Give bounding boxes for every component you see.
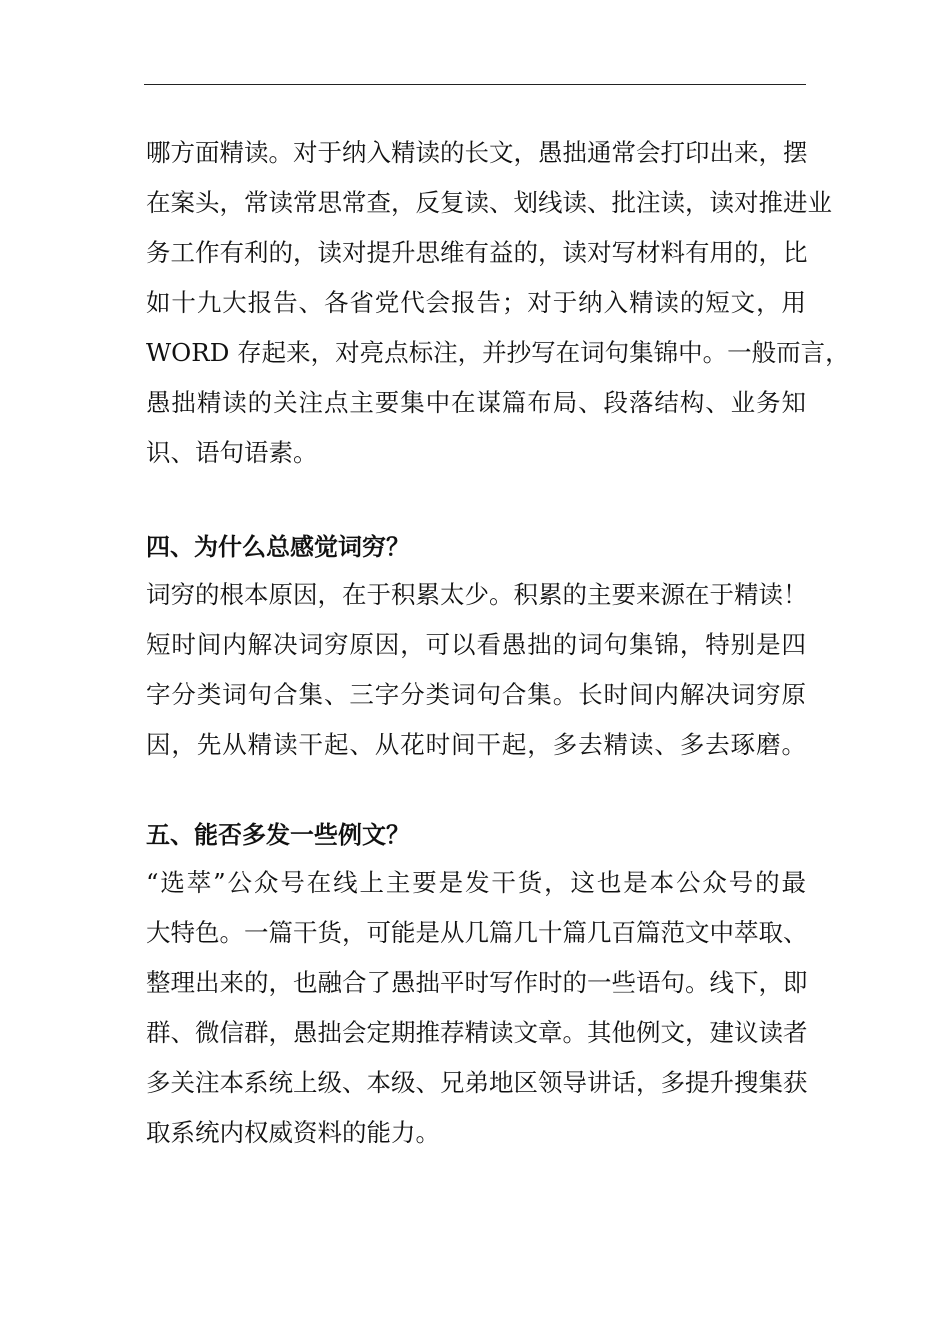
paragraph-line: 短时间内解决词穷原因，可以看愚拙的词句集锦，特别是四	[146, 630, 806, 659]
section-heading: 四、为什么总感觉词穷？	[146, 533, 410, 561]
paragraph-line: 因，先从精读干起、从花时间干起，多去精读、多去琢磨。	[146, 730, 806, 759]
paragraph-line: 在案头，常读常思常查，反复读、划线读、批注读，读对推进业	[146, 188, 832, 217]
paragraph-line: 取系统内权威资料的能力。	[146, 1118, 440, 1147]
paragraph-line: 哪方面精读。对于纳入精读的长文，愚拙通常会打印出来，摆	[146, 138, 808, 167]
section-5	[146, 812, 806, 1158]
paragraph-line: “选萃”公众号在线上主要是发干货，这也是本公众号的最	[146, 868, 806, 897]
document-body	[146, 128, 850, 1158]
paragraph-line: 务工作有利的，读对提升思维有益的，读对写材料有用的，比	[146, 238, 808, 267]
paragraph-line: 整理出来的，也融合了愚拙平时写作时的一些语句。线下，即	[146, 968, 808, 997]
paragraph-line: WORD 存起来，对亮点标注，并抄写在词句集锦中。一般而言，	[146, 338, 850, 367]
paragraph-line: 多关注本系统上级、本级、兄弟地区领导讲话，多提升搜集获	[146, 1068, 808, 1097]
section-4	[146, 524, 806, 770]
paragraph-line: 大特色。一篇干货，可能是从几篇几十篇几百篇范文中萃取、	[146, 918, 808, 947]
paragraph-line: 词穷的根本原因，在于积累太少。积累的主要来源在于精读！	[146, 580, 808, 609]
header-rule	[144, 84, 806, 85]
paragraph-line: 字分类词句合集、三字分类词句合集。长时间内解决词穷原	[146, 680, 806, 709]
paragraph-section3	[146, 128, 850, 478]
section-heading: 五、能否多发一些例文？	[146, 821, 410, 849]
paragraph-line: 愚拙精读的关注点主要集中在谋篇布局、段落结构、业务知	[146, 388, 806, 417]
paragraph-line: 群、微信群，愚拙会定期推荐精读文章。其他例文，建议读者	[146, 1018, 808, 1047]
paragraph-line: 识、语句语素。	[146, 438, 318, 467]
paragraph-line: 如十九大报告、各省党代会报告；对于纳入精读的短文，用	[146, 288, 806, 317]
